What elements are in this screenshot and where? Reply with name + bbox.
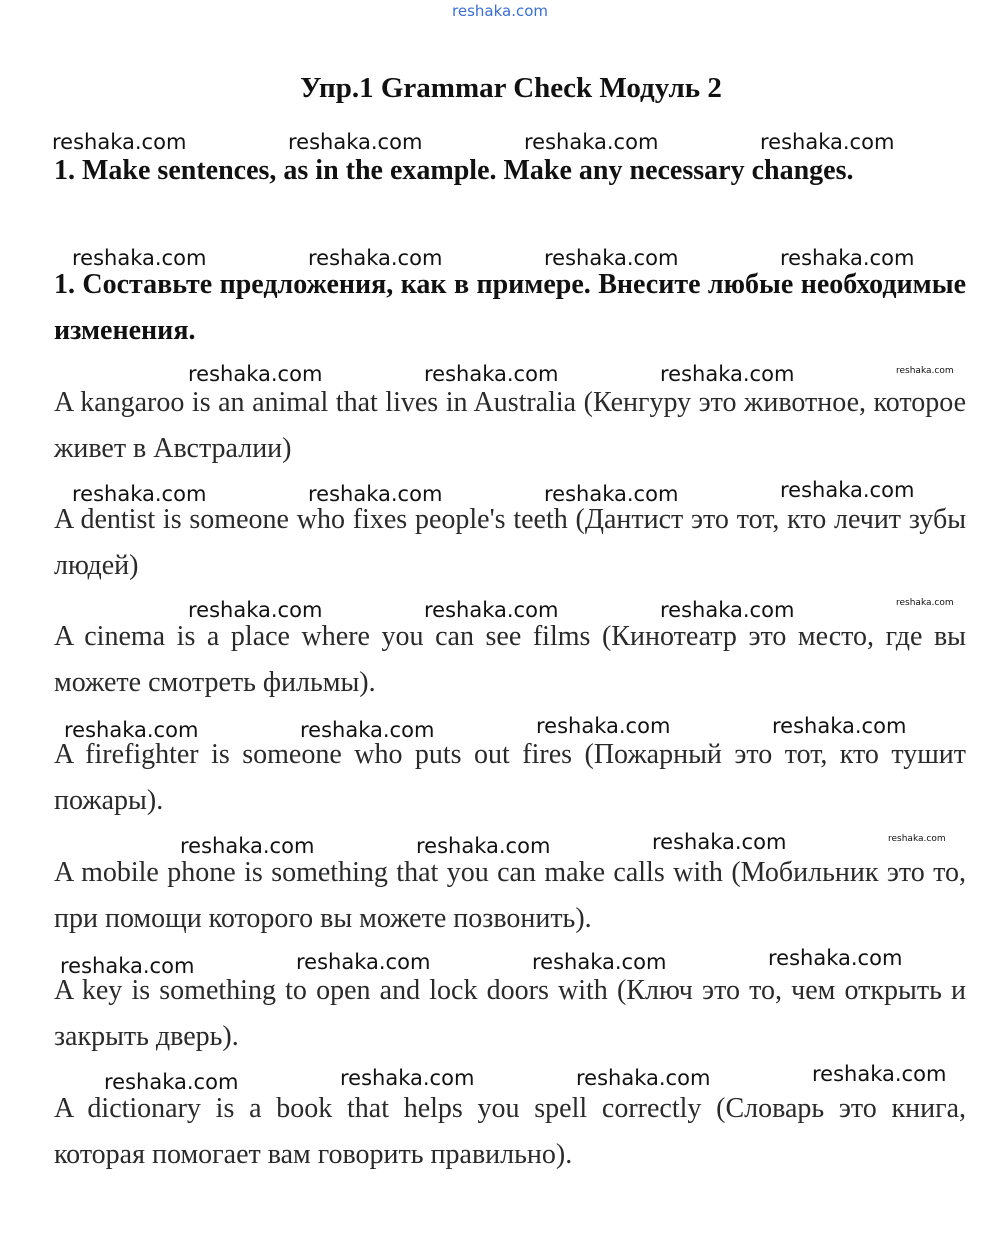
watermark: reshaka.com (72, 482, 207, 506)
watermark: reshaka.com (524, 130, 659, 154)
watermark: reshaka.com (652, 830, 787, 854)
watermark: reshaka.com (660, 598, 795, 622)
watermark: reshaka.com (660, 362, 795, 386)
watermark: reshaka.com (780, 246, 915, 270)
watermark: reshaka.com (780, 478, 915, 502)
watermark: reshaka.com (424, 598, 559, 622)
site-link[interactable]: reshaka.com (452, 2, 548, 20)
sentence-mobile-phone: A mobile phone is something that you can make calls with (Мобильник это то, при помощи которого вы можете позвонить). (54, 857, 966, 934)
watermark: reshaka.com (772, 714, 907, 738)
watermark: reshaka.com (532, 950, 667, 974)
watermark: reshaka.com (288, 130, 423, 154)
watermark: reshaka.com (308, 246, 443, 270)
watermark: reshaka.com (300, 718, 435, 742)
watermark: reshaka.com (180, 834, 315, 858)
watermark: reshaka.com (544, 246, 679, 270)
watermark-small: reshaka.com (896, 598, 954, 608)
watermark: reshaka.com (416, 834, 551, 858)
watermark: reshaka.com (576, 1066, 711, 1090)
watermark: reshaka.com (188, 598, 323, 622)
watermark: reshaka.com (768, 946, 903, 970)
sentence-dentist: A dentist is someone who fixes people's teeth (Дантист это тот, кто лечит зубы людей) (54, 504, 966, 581)
watermark-small: reshaka.com (896, 366, 954, 376)
watermark: reshaka.com (296, 950, 431, 974)
watermark: reshaka.com (60, 954, 195, 978)
sentence-key: A key is something to open and lock doors with (Ключ это то, чем открыть и закрыть дверь). (54, 975, 966, 1052)
watermark: reshaka.com (812, 1062, 947, 1086)
sentence-cinema: A cinema is a place where you can see films (Кинотеатр это место, где вы можете смотреть фильмы). (54, 621, 966, 698)
watermark: reshaka.com (760, 130, 895, 154)
watermark: reshaka.com (536, 714, 671, 738)
watermark-small: reshaka.com (888, 834, 946, 844)
watermark: reshaka.com (52, 130, 187, 154)
task-heading-english: 1. Make sentences, as in the example. Make any necessary changes. (54, 155, 854, 186)
page-title: Упр.1 Grammar Check Модуль 2 (300, 72, 722, 104)
watermark: reshaka.com (72, 246, 207, 270)
task-heading-russian: 1. Составьте предложения, как в примере. Внесите любые необходимые изменения. (54, 269, 966, 346)
watermark: reshaka.com (340, 1066, 475, 1090)
watermark: reshaka.com (104, 1070, 239, 1094)
sentence-kangaroo: A kangaroo is an animal that lives in Australia (Кенгуру это животное, которое живет в Австралии) (54, 387, 966, 464)
watermark: reshaka.com (308, 482, 443, 506)
watermark: reshaka.com (544, 482, 679, 506)
watermark: reshaka.com (424, 362, 559, 386)
sentence-dictionary: A dictionary is a book that helps you spell correctly (Словарь это книга, которая помогает вам говорить правильно). (54, 1093, 966, 1170)
watermark: reshaka.com (64, 718, 199, 742)
sentence-firefighter: A firefighter is someone who puts out fires (Пожарный это тот, кто тушит пожары). (54, 739, 966, 816)
watermark: reshaka.com (188, 362, 323, 386)
